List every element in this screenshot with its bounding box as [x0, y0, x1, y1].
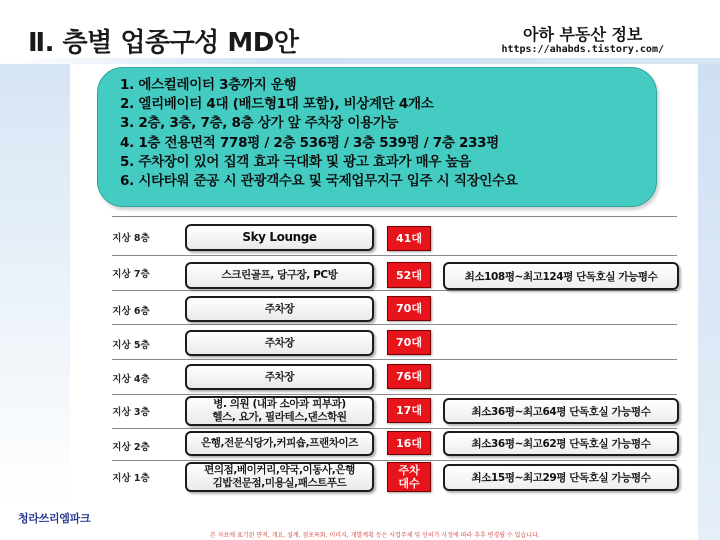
- floor-separator: [112, 290, 677, 291]
- floor-use-line: Sky Lounge: [242, 230, 317, 244]
- floor-label: 지상 7층: [112, 269, 150, 280]
- summary-item: 5. 주차장이 있어 집객 효과 극대화 및 광고 효과가 매우 높음: [120, 153, 471, 170]
- floor-use-box: [185, 224, 374, 251]
- parking-count-text: 주차: [398, 464, 420, 477]
- disclaimer-text: 본 자료에 표기된 면적, 개요, 설계, 점포특화, 이미지, 개발계획 등은 사업주체 및 인허가 사정에 따라 추후 변경될 수 있습니다.: [210, 532, 540, 539]
- summary-item: 2. 엘리베이터 4대 (배드형1대 포함), 비상계단 4개소: [120, 96, 434, 113]
- floor-label: 지상 4층: [112, 374, 150, 385]
- brand-name: 아하 부동산 정보: [523, 25, 643, 44]
- floor-use-line: 편의점,베이커리,약국,이동사,은행: [204, 464, 355, 476]
- parking-count: [387, 364, 431, 389]
- brand-url[interactable]: https://ahabds.tistory.com/: [501, 44, 664, 55]
- floor-use-line: 스크린골프, 당구장, PC방: [221, 269, 338, 281]
- parking-count: [387, 398, 431, 423]
- floor-label: 지상 6층: [112, 306, 150, 317]
- parking-count-text: 52대: [396, 268, 422, 282]
- parking-count-text: 70대: [396, 336, 422, 349]
- floor-separator: [112, 255, 677, 256]
- right-decor-band: [698, 64, 720, 540]
- floor-label: 지상 8층: [112, 233, 150, 244]
- parking-count: [387, 431, 431, 455]
- floor-use-box: [185, 396, 374, 426]
- floor-use-box: [185, 330, 374, 356]
- floor-label: 지상 1층: [112, 473, 150, 484]
- floor-separator: [112, 359, 677, 360]
- parking-count-text: 70대: [396, 302, 422, 315]
- floor-label: 지상 5층: [112, 340, 150, 351]
- summary-item: 1. 에스컬레이터 3층까지 운행: [120, 77, 297, 93]
- floor-note-box: 최소108평~최고124평 단독호실 가능평수: [443, 262, 679, 290]
- brand-logo[interactable]: [501, 22, 664, 55]
- floor-separator: [112, 394, 677, 395]
- floor-separator: [112, 460, 677, 461]
- floor-separator: [112, 428, 677, 429]
- parking-count: [387, 262, 431, 288]
- summary-box: [97, 67, 657, 207]
- floor-use-line: 주차장: [264, 302, 295, 315]
- parking-count-text: 16대: [396, 436, 422, 450]
- floor-label: 지상 3층: [112, 407, 150, 418]
- parking-count: [387, 296, 431, 321]
- floor-use-line: 병. 의원 (내과 소아과 피부과): [213, 398, 346, 410]
- floor-label: 지상 2층: [112, 442, 150, 453]
- parking-count: [387, 330, 431, 355]
- parking-count: [387, 226, 431, 251]
- floor-use-line: 은행,전문식당가,커피숍,프랜차이즈: [201, 437, 358, 449]
- floor-note-box: 최소36평~최고62평 단독호실 가능평수: [443, 431, 679, 456]
- floor-separator: [112, 324, 677, 325]
- summary-item: 3. 2층, 3층, 7층, 8층 상가 앞 주차장 이용가능: [120, 115, 399, 132]
- floor-use-box: [185, 364, 374, 390]
- summary-item: 4. 1층 전용면적 778평 / 2층 536평 / 3층 539평 / 7층 233평: [120, 134, 499, 151]
- floor-use-box: [185, 262, 374, 289]
- floor-use-box: [185, 431, 374, 456]
- floor-use-line: 주차장: [264, 336, 295, 349]
- left-decor-band: [0, 64, 70, 504]
- floor-use-line: 주차장: [264, 370, 295, 383]
- floor-note-box: 최소36평~최고64평 단독호실 가능평수: [443, 398, 679, 424]
- parking-count-text: 대수: [398, 477, 420, 490]
- floor-use-line: 헬스, 요가, 필라테스,댄스학원: [212, 411, 347, 423]
- summary-item: 6. 시타타워 준공 시 관광객수요 및 국제업무지구 입주 시 직장인수요: [120, 173, 518, 190]
- parking-count-text: 41대: [396, 232, 422, 245]
- floor-separator: [112, 216, 677, 217]
- floor-use-box: [185, 462, 374, 492]
- parking-count-text: 17대: [396, 404, 422, 417]
- floor-note-box: 최소15평~최고29평 단독호실 가능평수: [443, 464, 679, 491]
- project-name: 청라쓰리엠파크: [18, 512, 91, 525]
- parking-count-text: 76대: [396, 370, 422, 383]
- page-title: Ⅱ. 층별 업종구성 MD안: [28, 28, 299, 58]
- floor-use-line: 김밥전문점,미용실,패스트푸드: [212, 477, 347, 489]
- parking-count: [387, 462, 431, 492]
- floor-use-box: [185, 296, 374, 322]
